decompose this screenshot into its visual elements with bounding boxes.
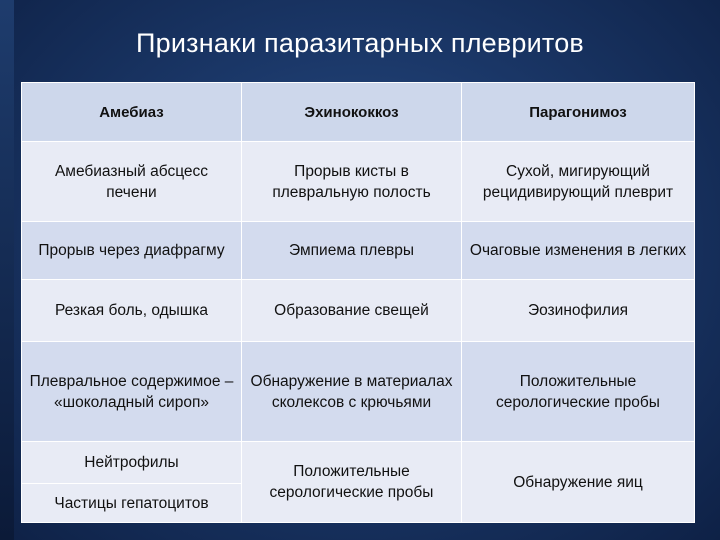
header-amebiasis: Амебиаз — [22, 83, 242, 142]
table-cell: Амебиазный абсцесс печени — [22, 142, 242, 222]
header-paragonimiasis: Парагонимоз — [462, 83, 695, 142]
left-accent-bar — [0, 0, 14, 540]
table-header-row — [22, 83, 695, 142]
table-cell: Положительные серологические пробы — [462, 342, 695, 442]
table-cell: Прорыв через диафрагму — [22, 222, 242, 280]
table-cell: Сухой, мигирующий рецидивирующий плеврит — [462, 142, 695, 222]
table-cell: Прорыв кисты в плевральную полость — [242, 142, 462, 222]
table-row — [22, 280, 695, 342]
table-cell: Нейтрофилы — [22, 442, 241, 484]
table-cell: Частицы гепатоцитов — [54, 494, 209, 512]
slide-title: Признаки паразитарных плевритов — [136, 28, 584, 58]
table-cell-split — [22, 442, 242, 523]
table-cell: Плевральное содержимое – «шоколадный сироп» — [22, 342, 242, 442]
table-row — [22, 442, 695, 523]
signs-table — [21, 82, 695, 523]
table-cell: Очаговые изменения в легких — [462, 222, 695, 280]
table-cell: Образование свещей — [242, 280, 462, 342]
table-cell: Обнаружение яиц — [462, 442, 695, 523]
table-row — [22, 222, 695, 280]
table-row — [22, 342, 695, 442]
table-cell: Резкая боль, одышка — [22, 280, 242, 342]
table-cell: Обнаружение в материалах сколексов с крючьями — [242, 342, 462, 442]
table-cell: Положительные серологические пробы — [242, 442, 462, 523]
table-cell: Эозинофилия — [462, 280, 695, 342]
header-echinococcosis: Эхинококкоз — [242, 83, 462, 142]
table-row — [22, 142, 695, 222]
table-cell: Эмпиема плевры — [242, 222, 462, 280]
